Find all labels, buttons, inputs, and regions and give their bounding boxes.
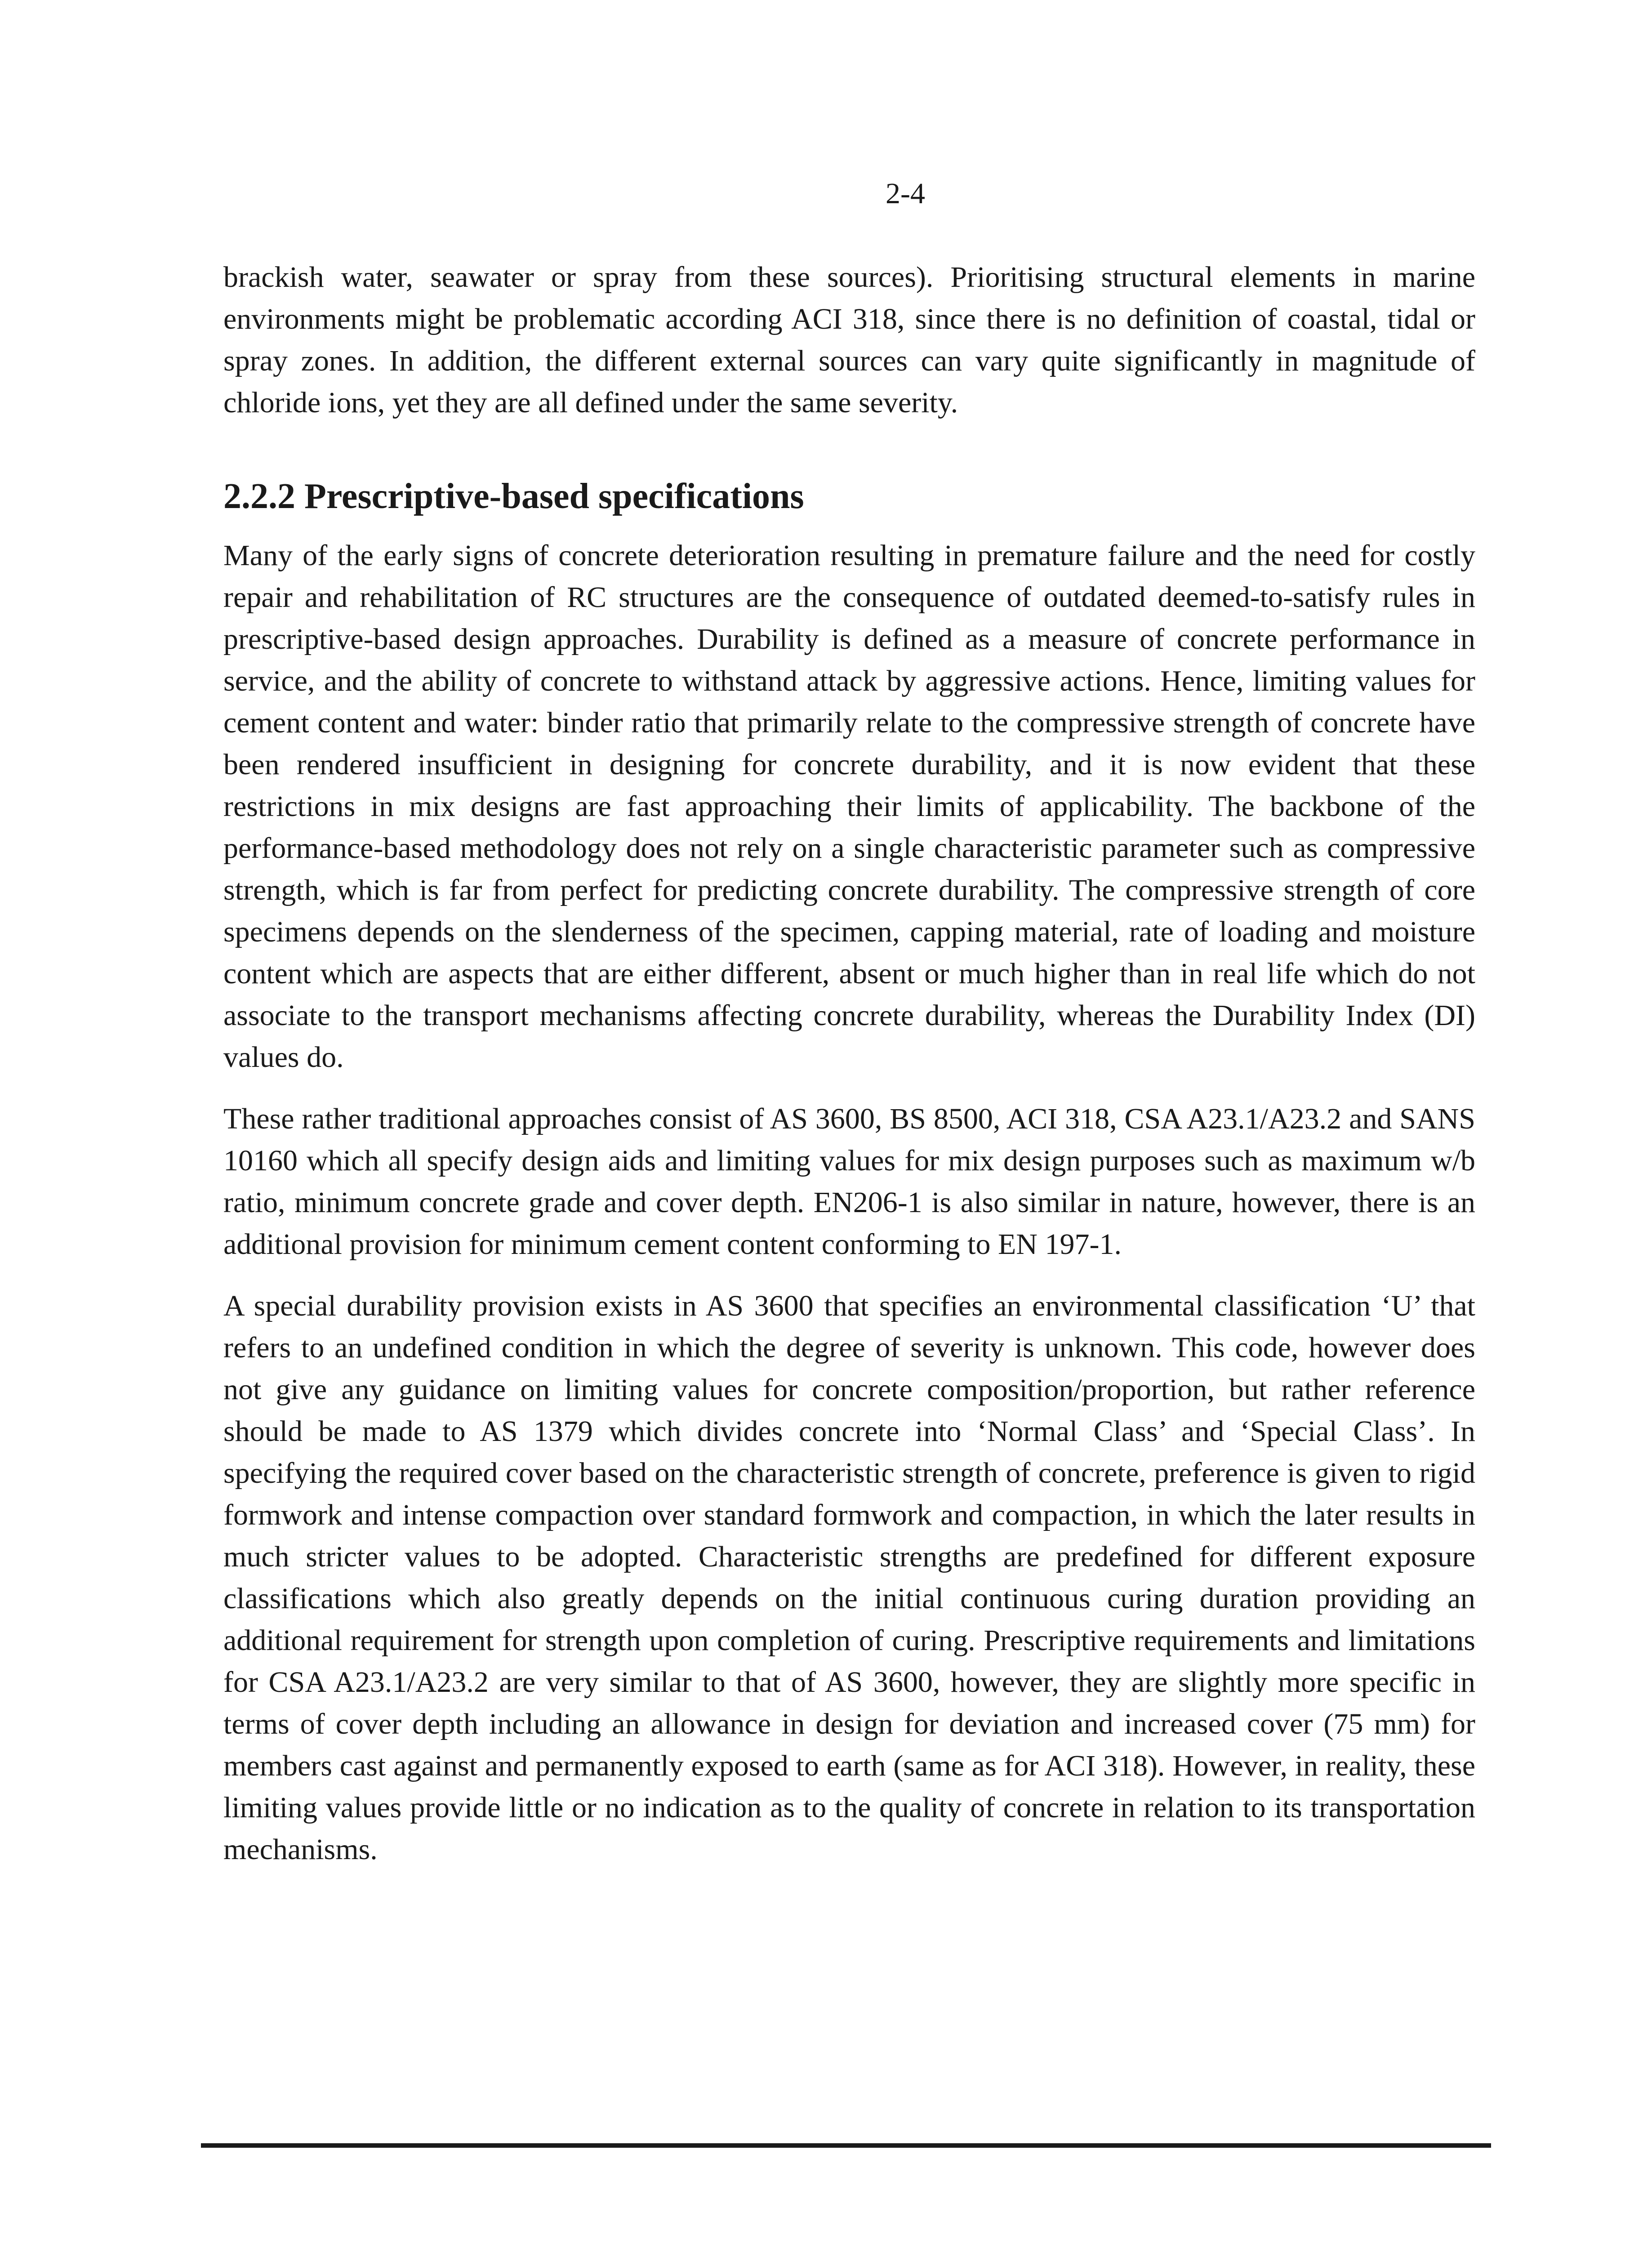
page-number: 2-4 xyxy=(886,177,925,210)
continuation-paragraph: brackish water, seawater or spray from these sources). Prioritising structural elements in marine environments might be problematic according ACI 318, since there is no definition of coastal, tidal or spray zones. In addition, the different external sources can vary quite significantly in magnitude of chloride ions, yet they are all defined under the same severity. xyxy=(223,261,1475,419)
footer-divider xyxy=(201,2143,1491,2148)
section-heading: 2.2.2 Prescriptive-based specifications xyxy=(223,477,804,516)
page-body xyxy=(223,256,1475,1870)
body-paragraph: A special durability provision exists in AS 3600 that specifies an environmental classification ‘U’ that refers to an undefined condition in which the degree of severity is unknown. This code, however does not give any guidance on limiting values for concrete composition/proportion, but rather reference should be made to AS 1379 which divides concrete into ‘Normal Class’ and ‘Special Class’. In specifying the required cover based on the characteristic strength of concrete, preference is given to rigid formwork and intense compaction over standard formwork and compaction, in which the later results in much stricter values to be adopted. Characteristic strengths are predefined for different exposure classifications which also greatly depends on the initial continuous curing duration providing an additional requirement for strength upon completion of curing. Prescriptive requirements and limitations for CSA A23.1/A23.2 are very similar to that of AS 3600, however, they are slightly more specific in terms of cover depth including an allowance in design for deviation and increased cover (75 mm) for members cast against and permanently exposed to earth (same as for ACI 318). However, in reality, these limiting values provide little or no indication as to the quality of concrete in relation to its transportation mechanisms. xyxy=(223,1289,1475,1866)
body-paragraph: These rather traditional approaches consist of AS 3600, BS 8500, ACI 318, CSA A23.1/A23.2 and SANS 10160 which all specify design aids and limiting values for mix design purposes such as maximum w/b ratio, minimum concrete grade and cover depth. EN206-1 is also similar in nature, however, there is an additional provision for minimum cement content conforming to EN 197-1. xyxy=(223,1102,1475,1261)
body-paragraph: Many of the early signs of concrete deterioration resulting in premature failure and the need for costly repair and rehabilitation of RC structures are the consequence of outdated deemed-to-satisfy rules in prescriptive-based design approaches. Durability is defined as a measure of concrete performance in service, and the ability of concrete to withstand attack by aggressive actions. Hence, limiting values for cement content and water: binder ratio that primarily relate to the compressive strength of concrete have been rendered insufficient in designing for concrete durability, and it is now evident that these restrictions in mix designs are fast approaching their limits of applicability. The backbone of the performance-based methodology does not rely on a single characteristic parameter such as compressive strength, which is far from perfect for predicting concrete durability. The compressive strength of core specimens depends on the slenderness of the specimen, capping material, rate of loading and moisture content which are aspects that are either different, absent or much higher than in real life which do not associate to the transport mechanisms affecting concrete durability, whereas the Durability Index (DI) values do. xyxy=(223,539,1475,1074)
